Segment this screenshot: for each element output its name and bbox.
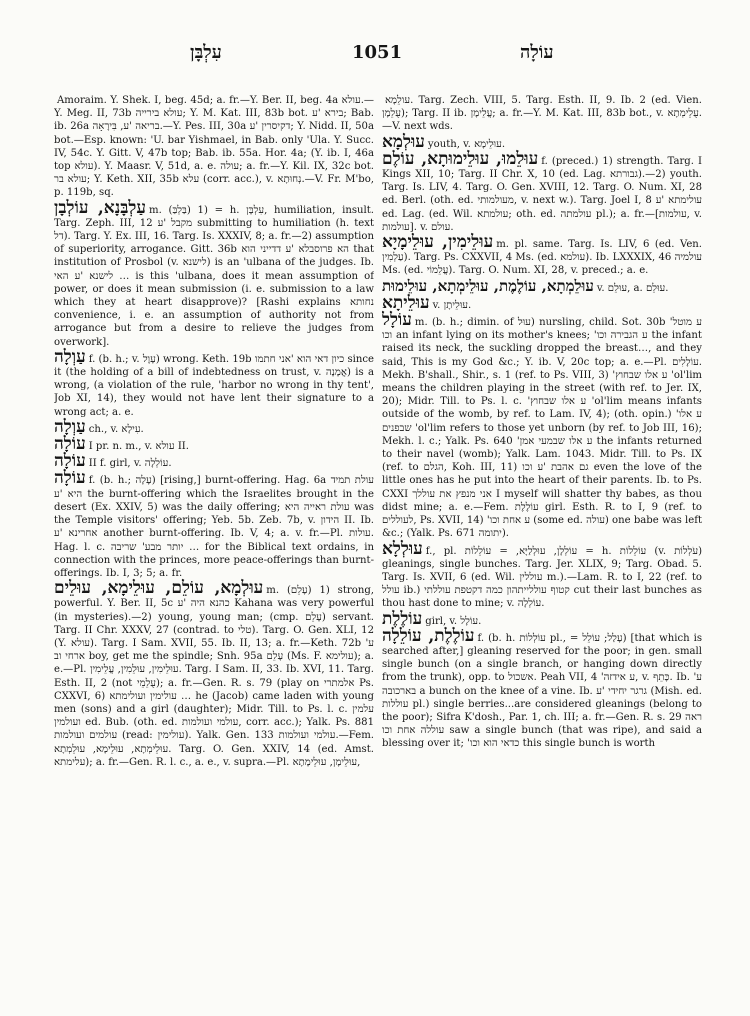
entry-headword: עוּלְמָא [382, 131, 425, 152]
entry-text: ch., v. עִילָא. [88, 423, 144, 435]
entry-text: v. עוּלֵיתָן. [432, 299, 472, 311]
entry-text: f. (b. h.; v. עָוֶל) wrong. Keth. 19b כיון דאי הוא 'אני חתמו since it (the holding of a bill of indebtedness on trust, v. אֲמָנָה) is a wrong, (a violation of the rule, 'harbor no wrong in thy tent', Job XI, 14), they would not have lent their signature to a wrong act; a. e. [54, 353, 374, 418]
entry-headword: עוּלֵמוּ, עוּלֵימוּתָא, עוֹלֶם [382, 148, 539, 169]
entry-text: II f. girl, v. עוֹלְלָה. [88, 458, 172, 470]
header-left-word: עִלְבָּן [190, 42, 222, 63]
entry-headword: עַלְבָּנָא, עוֹלְבָן [54, 197, 146, 218]
dictionary-entry [54, 451, 374, 472]
dictionary-entry [54, 92, 374, 200]
entry-headword: עוֹלָה [54, 434, 86, 455]
entry-headword: עַוְלָה [54, 416, 86, 437]
entry-headword: עוּלֵימִין, עוּלֵימָיָא [382, 232, 494, 253]
page-header [0, 42, 750, 70]
entry-headword: עוֹלָל [382, 310, 412, 331]
entry-headword: עוּלֵיתָא [382, 292, 430, 313]
dictionary-entry [382, 310, 702, 540]
entry-headword: עוֹלָה [54, 468, 86, 489]
entry-headword: עוֹלָה [54, 451, 86, 472]
entry-text: f. (b. h. עוֹלְלוֹת pl., = עָלַל; עוֹלֵל) [that which is searched after,] gleaning reserved for the poor; in gen. small single bunch (on a single branch, or hanging down directly from the trunk), opp. to אשכול. Peah VII, 4 'ע אידזה, v. כָּתֵף. Ib. 'ע בארכובה a bunch on the knee of a vine. Ib. גרגר יחידי 'ע (Mish. ed. עוללות pl.) single berries...are considered gleanings (belong to the poor); Sifra K'dosh., Par. 1, ch. III; a. fr.—Gen. R. s. 29 ראה עוללה אחת וכו saw a single bunch (that was ripe), and said a blessing over it; 'כדאי הוא וכו this single bunch is worth [382, 632, 702, 750]
entry-text: Amoraim. Y. Shek. I, beg. 45d; a. fr.—Y. Ber. II, beg. 4a עולא.—Y. Meg. II, 73b עולא בירייה; Y. M. Kat. III, 83b bot. בירא 'ע; Bab. ib. 26a בריאה 'ע, בִּירָאָה.—Y. Pes. III, 30a דקיסרין 'ע; Y. Nidd. II, 50a bot.—Esp. known: 'U. bar Yishmael, in Bab. only 'Ula. Y. Succ. IV, 54c. Y. Gitt. V, 47b top; Bab. ib. 55a. Hor. 4a; (Y. ib. I, 46a top עולא). Y. Maasr. V, 51d, a. e. עולה; a. fr.—Y. Kil. IX, 32c bot. עולא בר; Y. Keth. XII, 35b עלא (corr. acc.), v. נְחוּתָא.—V. Fr. M'bo, p. 119b, sq. [54, 95, 374, 199]
dictionary-entry [54, 578, 374, 769]
entry-headword: עוֹלֶלֶת [382, 608, 423, 629]
entry-text: m. (b. h.; dimin. of עוּל) nursling, child. Sot. 30b 'ע מוטל וכו an infant lying on its mother's knees; 'ע הגבירה וכו the infant raised its neck, the suckling dropped the breast…, and they said, This is my God &c.; Y. ib. V, 20c top; a. e.—Pl. עוֹלָלִים. Mekh. B'shall., Shir., s. 1 (ref. to Ps. VIII, 3) 'ע אלו שבחוץ 'ol'lim means the children playing in the street (with ref. to Jer. IX, 20); Midr. Till. to Ps. l. c. 'ע אלו שבחוץ 'ol'lim means infants outside of the womb, by ref. to Lam. IV, 4); (oth. opin.) 'ע אלו שבפנים 'ol'lim refers to those yet unborn (by ref. to Job III, 16); Mekh. l. c.; Yalk. Ps. 640 'ע אלו שבמעי אמן the infants returned to their navel (womb); Yalk. Lam. 1043. Midr. Till. to Ps. IX (ref. to הגלם, Koh. III, 11) גם אהבת 'ע וכו even the love of the little ones has he put into the heart of their parents. Ib. to Ps. CXXI אני מנפץ את עוללך I myself will shatter thy babes, as thou didst mine; a. e.—Fem. עוֹלֶלֶת girl. Esth. R. to I, 9 (ref. to לעוללים, Ps. XVII, 14) 'ע אחת וכו (some ed. עולה) one babe was left &c.; (Yalk. Ps. 671 יתומה). [382, 317, 702, 540]
entry-headword: עוּלֵמְתָא, עוֹלֶמֶת, עוּלֵימְתָא, עוּלֵימוּת [382, 276, 594, 295]
entry-headword: עַוְלָה [54, 346, 86, 367]
entry-text: עולֵמָא. Targ. Zech. VIII, 5. Targ. Esth. II, 9. Ib. 2 (ed. Vien. עֻלֵמָן); Targ. II ib. עֲלֵימָן; a. fr.—Y. M. Kat. III, 83b bot., v. עֻלֵימְתָא.—V. next wds. [382, 95, 702, 133]
entry-text: m. (עָלֵם) 1) strong, powerful. Y. Ber. II, 5c כהנא היה 'ע Kahana was very powerful (in mysteries).—2) young, young man; (cmp. עָלֵם) servant. Targ. II Chr. XXXV, 27 (contrad. to טלי). Targ. O. Gen. XLI, 12 (Y. עולא). Targ. I Sam. XVII, 55. Ib. II, 13; a. fr.—Keth. 72b 'ע ארחי וב boy, get me the spindle; Snh. 95a עָלֵם (Ms. F. עולימא); a. e.—Pl. עוּלֵימִין, עוּלֵמִין, עֲלֵימִין. Targ. I Sam. II, 33. Ib. XVI, 11. Targ. Esth. II, 2 (not עֻלֵמֵי); a. fr.—Gen. R. s. 79 (play on אלמתרי Ps. CXXVI, 6) עולימין ועולימתא … he (Jacob) came laden with young men (sons) and a girl (daughter); Midr. Till. to Ps. l. c. עלמין ועולמין ed. Bub. (oth. ed. עולמי ועולמות, corr. acc.); Yalk. Ps. 881 עולמים ועולמות (read: עולימין). Yalk. Gen. 133 עולמי ועולמות.—Fem. עוּלֵימְתָא, עוּלֵימָא, עוּלֵמְתָא. Targ. O. Gen. XXIV, 14 (ed. Amst. עלימתא); a. fr.—Gen. R. l. c., a. e., v. supra.—Pl. עוּלֵימָן, עוּלֵימָתָא, [54, 585, 374, 768]
dictionary-entry [382, 625, 702, 751]
entry-text: v. עוּלֵם, a. עוּלֵם. [596, 282, 669, 294]
dictionary-entry [382, 232, 702, 278]
dictionary-entry [382, 92, 702, 134]
dictionary-entry [382, 292, 702, 313]
entry-text: f. (b. h.; עָלָה) [rising,] burnt-offering. Hag. 6a עולת תמיד היא 'ע the burnt-offering which the Israelites brought in the desert (Ex. XXIV, 5) was the daily offering; עולת ראייה היא was the Temple visitors' offering; Yeb. 5b. Zeb. 7b, v. הידון II. Ib. אחרינא 'ע another burnt-offering. Ib. V, 4; a. v. fr.—Pl. עולות. Hag. l. c. יותר מבע' שריבה … for the Biblical text ordains, in connection with the princes, more peace-offerings than burnt-offerings. Ib. I, 3; 5; a. fr. [54, 475, 374, 579]
entry-headword: עוּלְלָא [382, 538, 423, 559]
dictionary-entry [382, 538, 702, 611]
entry-text: I pr. n. m., v. עולא II. [88, 441, 190, 453]
left-column [54, 92, 374, 997]
dictionary-entry [54, 468, 374, 580]
entry-headword: עוֹלֶלֶת, עוֹלֵלָה [382, 625, 475, 646]
entry-text: girl, v. עוֹלָל. [425, 615, 482, 627]
dictionary-entry [54, 434, 374, 455]
entry-text: m. pl. same. Targ. Is. LIV, 6 (ed. Ven. עַלְמִין). Targ. Ps. CXXVII, 4 Ms. (ed. עולמא). Ib. LXXXIX, 46 עולמיה Ms. (ed. עֲלֵמוֹי). Targ. O. Num. XI, 28, v. preced.; a. e. [382, 239, 702, 277]
dictionary-entry [382, 276, 702, 295]
entry-text: f., pl. עוֹלְלָן, עוּלְלַיָּא, = עוֹלֵלוֹת = h. עוֹלֵלוֹת (v. עֹלְלוֹת) gleanings, single bunches. Targ. Jer. XLIX, 9; Targ. Obad. 5. Targ. Is. XVII, 6 (ed. Wil. עוללין m.).—Lam. R. to I, 22 (ref. to עולל ib.) קטוף עוללייתהון כמה דקטפת עוללתי cut their last bunches as thou hast done to mine; v. עוֹלְלָה. [382, 545, 702, 610]
right-column [382, 92, 702, 997]
entry-text: youth, v. עוּלֵימָא. [427, 138, 506, 150]
entry-text: m. (בַּלְבַּ) 1) = h. עִלְבָּן, humiliation, insult. Targ. Zeph. III, 12 מקבל 'ע submitting to humiliation (h. text דל). Targ. Y. Ex. III, 16. Targ. Is. XXXIV, 8; a. fr.—2) assumption of superiority, arrogance. Gitt. 36b הא פרוסבלא 'ע דדייני הוא that institution of Prosbol (v. לישנא) is an 'ulbana of the judges. Ib. לישנא 'ע האי … is this 'ulbana, does it mean assumption of power, or does it mean submission (i. e. submission to a law which they at heart disapprove)? [Rashi explains נחותא convenience, i. e. an assumption of authority not from arrogance but from a desire to relieve the judges from overwork]. [54, 204, 374, 348]
entry-headword: עוּלְמָא, עוֹלֵם, עוּלֵימָא, עוּלֵים [54, 578, 264, 599]
header-right-word: עוֹלָה [520, 42, 554, 63]
dictionary-entry [54, 346, 374, 419]
page-number: 1051 [352, 42, 403, 63]
dictionary-entry [54, 416, 374, 437]
entry-text: f. (preced.) 1) strength. Targ. I Kings XII, 10; Targ. II Chr. X, 10 (ed. Lag. גבורתא).—2) youth. Targ. Is. LIV, 4. Targ. O. Gen. XVIII, 12. Targ. O. Num. XI, 28 ed. Berl. (oth. ed. מעולמותי, v. next w.). Targ. Joel I, 8 עולימתא 'ע ed. Lag. (ed. Wil. עולמתא; oth. ed. עולמתה pl.); a. fr.—[עולמות, v. עולמות]. v. עולם. [382, 155, 702, 233]
dictionary-entry [382, 148, 702, 234]
dictionary-entry [54, 197, 374, 349]
